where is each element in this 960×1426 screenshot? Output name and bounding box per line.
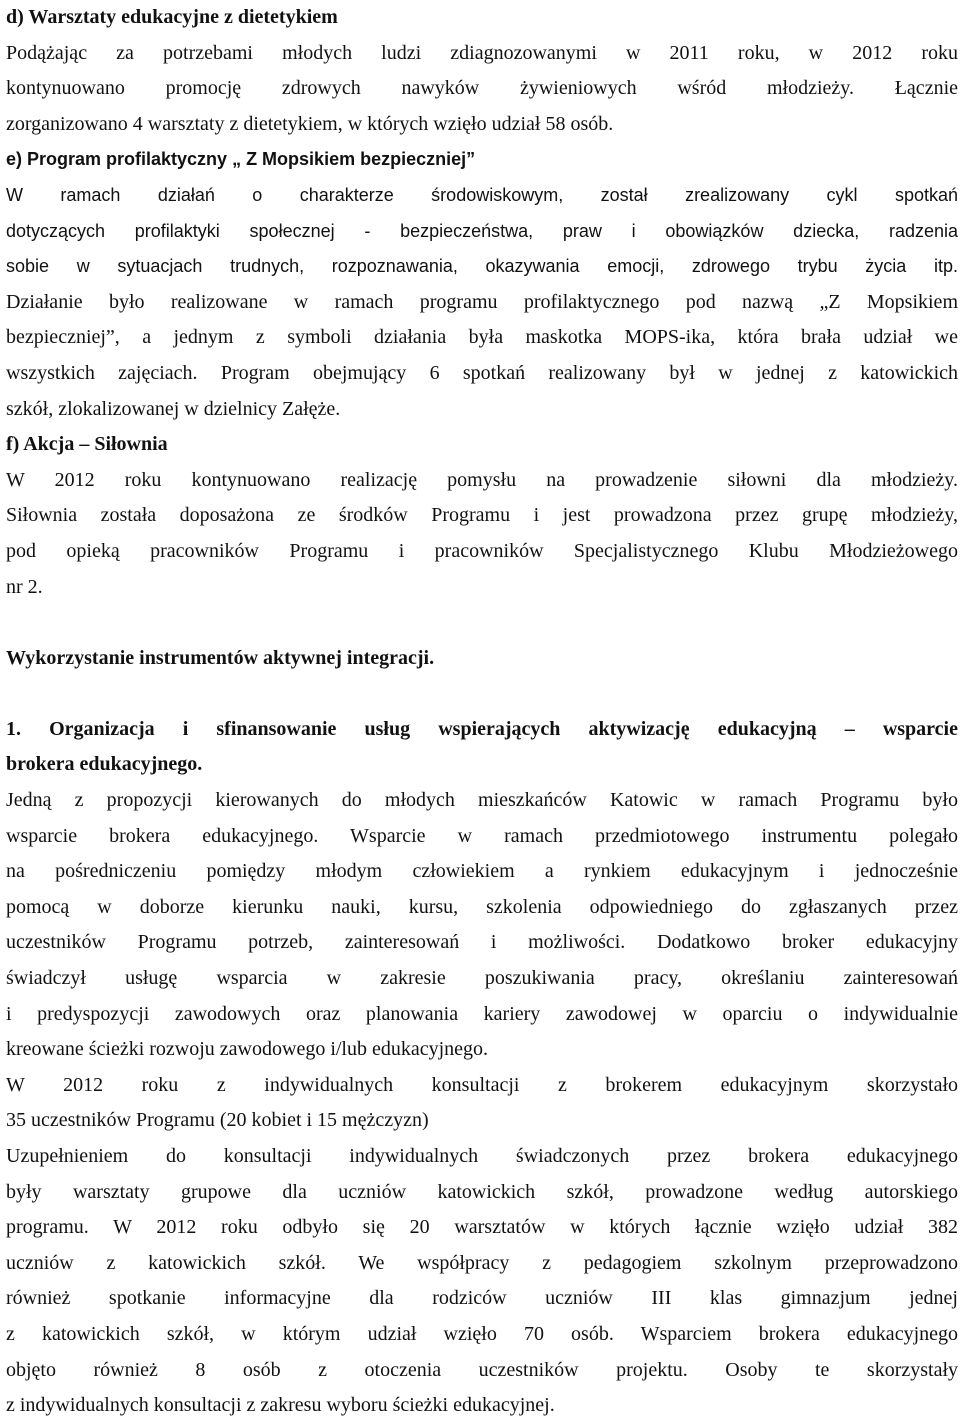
- integration-title: Wykorzystanie instrumentów aktywnej integracji.: [6, 646, 435, 669]
- section-d-heading: d) Warsztaty edukacyjne z dietetykiem: [6, 6, 338, 28]
- item1-paragraph2-line: W 2012 roku z indywidualnych konsultacji z brokerem edukacyjnym skorzystało: [6, 1073, 958, 1096]
- item1-paragraph1-line: i predyspozycji zawodowych oraz planowania kariery zawodowej w oparciu o indywidualnie: [6, 1002, 958, 1025]
- item1-paragraph1-line: na pośredniczeniu pomiędzy młodym człowiekiem a rynkiem edukacyjnym i jednocześnie: [6, 860, 958, 883]
- item1-paragraph3-line: były warsztaty grupowe dla uczniów katowickich szkół, prowadzone według autorskiego: [6, 1180, 958, 1203]
- spacer: [6, 605, 958, 641]
- section-f-line: Siłownia została doposażona ze środków Programu i jest prowadzona przez grupę młodzieży,: [6, 504, 958, 527]
- item1-paragraph1-line: uczestników Programu potrzeb, zainteresowań i możliwości. Dodatkowo broker edukacyjny: [6, 931, 958, 954]
- item1-paragraph3-line: również spotkanie informacyjne dla rodziców uczniów III klas gimnazjum jednej: [6, 1287, 958, 1310]
- section-e-heading: e) Program profilaktyczny „ Z Mopsikiem bezpieczniej”: [6, 149, 476, 170]
- section-e-line: bezpieczniej”, a jednym z symboli działania była maskotka MOPS-ika, która brała udział we: [6, 326, 958, 349]
- section-e-line: szkół, zlokalizowanej w dzielnicy Załęże.: [6, 397, 341, 420]
- section-f-heading: f) Akcja – Siłownia: [6, 433, 168, 456]
- item1-paragraph1-line: świadczył usługę wsparcia w zakresie poszukiwania pracy, określaniu zainteresowań: [6, 967, 958, 990]
- item1-paragraph3-line: objęto również 8 osób z otoczenia uczestników projektu. Osoby te skorzystały: [6, 1358, 958, 1381]
- item1-paragraph3-line: Uzupełnieniem do konsultacji indywidualnych świadczonych przez brokera edukacyjnego: [6, 1145, 958, 1167]
- item1-paragraph1-line: wsparcie brokera edukacyjnego. Wsparcie w ramach przedmiotowego instrumentu polegało: [6, 824, 958, 847]
- item1-paragraph1-line: kreowane ścieżki rozwoju zawodowego i/lub edukacyjnego.: [6, 1038, 489, 1061]
- item1-paragraph3-line: z indywidualnych konsultacji z zakresu wyboru ścieżki edukacyjnej.: [6, 1394, 555, 1417]
- section-e-line: W ramach działań o charakterze środowiskowym, został zrealizowany cykl spotkań: [6, 184, 958, 205]
- section-f-line: pod opieką pracowników Programu i pracowników Specjalistycznego Klubu Młodzieżowego: [6, 539, 958, 562]
- item1-paragraph1-line: pomocą w doborze kierunku nauki, kursu, szkolenia odpowiedniego do zgłaszanych przez: [6, 895, 958, 918]
- section-f-line: nr 2.: [6, 575, 43, 598]
- section-d-line: kontynuowano promocję zdrowych nawyków żywieniowych wśród młodzieży. Łącznie: [6, 77, 958, 100]
- item1-paragraph2-line: 35 uczestników Programu (20 kobiet i 15 mężczyzn): [6, 1109, 429, 1132]
- item1-heading-line: brokera edukacyjnego.: [6, 753, 203, 776]
- section-d-line: zorganizowano 4 warsztaty z dietetykiem, w których wzięło udział 58 osób.: [6, 112, 614, 135]
- item1-paragraph1-line: Jedną z propozycji kierowanych do młodych mieszkańców Katowic w ramach Programu było: [6, 789, 958, 812]
- section-d-line: Podążając za potrzebami młodych ludzi zdiagnozowanymi w 2011 roku, w 2012 roku: [6, 41, 958, 64]
- section-e-line: dotyczących profilaktyki społecznej - bezpieczeństwa, praw i obowiązków dziecka, radzenia: [6, 220, 958, 241]
- item1-heading-line: 1. Organizacja i sfinansowanie usług wspierających aktywizację edukacyjną – wsparcie: [6, 717, 958, 740]
- section-f-line: W 2012 roku kontynuowano realizację pomysłu na prowadzenie siłowni dla młodzieży.: [6, 468, 958, 491]
- section-e-line: wszystkich zajęciach. Program obejmujący 6 spotkań realizowany był w jednej z katowickich: [6, 361, 958, 384]
- section-e-line: sobie w sytuacjach trudnych, rozpoznawania, okazywania emocji, zdrowego trybu życia itp.: [6, 256, 958, 277]
- item1-paragraph3-line: uczniów z katowickich szkół. We współpracy z pedagogiem szkolnym przeprowadzono: [6, 1251, 958, 1274]
- document-page: [6, 0, 958, 1424]
- section-e-line: Działanie było realizowane w ramach programu profilaktycznego pod nazwą „Z Mopsikiem: [6, 290, 958, 313]
- item1-paragraph3-line: programu. W 2012 roku odbyło się 20 warsztatów w których łącznie wzięło udział 382: [6, 1216, 958, 1239]
- item1-paragraph3-line: z katowickich szkół, w którym udział wzięło 70 osób. Wsparciem brokera edukacyjnego: [6, 1322, 958, 1345]
- spacer: [6, 676, 958, 712]
